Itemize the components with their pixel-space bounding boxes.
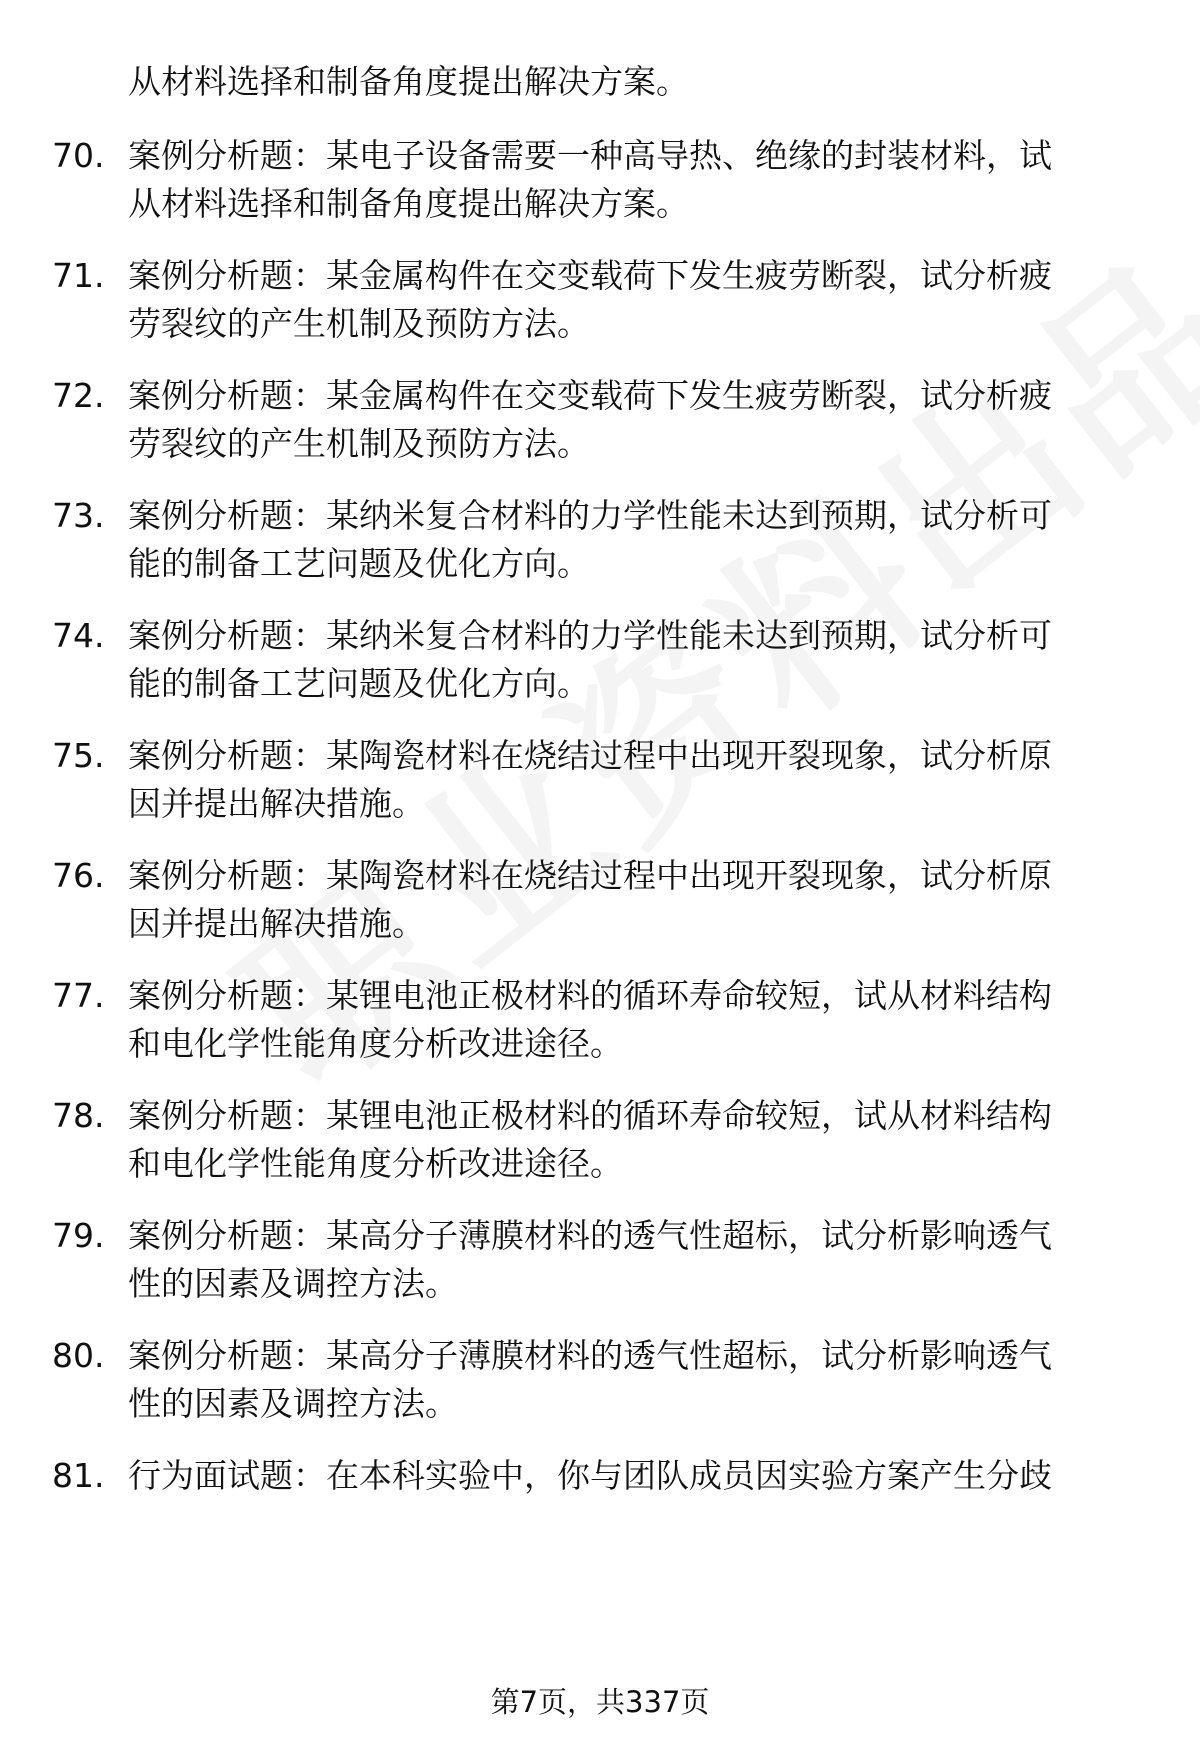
item-text-line-1: 案例分析题：某纳米复合材料的力学性能未达到预期，试分析可 [128,616,1052,655]
item-text-line-2: 和电化学性能角度分析改进途径。 [128,1024,623,1063]
item-number: 77. [52,976,105,1015]
item-number: 74. [52,616,105,655]
list-item [0,974,1200,1074]
item-text-line-1: 行为面试题：在本科实验中，你与团队成员因实验方案产生分歧 [128,1456,1052,1495]
item-number: 73. [52,496,105,535]
list-item [0,374,1200,474]
item-text-line-2: 能的制备工艺问题及优化方向。 [128,664,590,703]
list-item [0,734,1200,834]
item-text-line-1: 案例分析题：某高分子薄膜材料的透气性超标，试分析影响透气 [128,1216,1052,1255]
item-text-line-2: 从材料选择和制备角度提出解决方案。 [128,184,689,223]
item-text-line-2: 劳裂纹的产生机制及预防方法。 [128,304,590,343]
item-text-line-2: 和电化学性能角度分析改进途径。 [128,1144,623,1183]
item-text-line-1: 案例分析题：某锂电池正极材料的循环寿命较短，试从材料结构 [128,976,1052,1015]
list-item [0,494,1200,594]
item-number: 70. [52,136,105,175]
item-text-line-1: 案例分析题：某纳米复合材料的力学性能未达到预期，试分析可 [128,496,1052,535]
item-text-line-1: 案例分析题：某陶瓷材料在烧结过程中出现开裂现象，试分析原 [128,856,1052,895]
item-text-line-2: 因并提出解决措施。 [128,904,425,943]
item-number: 75. [52,736,105,775]
list-item [0,1094,1200,1194]
item-text-line-1: 案例分析题：某锂电池正极材料的循环寿命较短，试从材料结构 [128,1096,1052,1135]
item-text-line-1: 案例分析题：某高分子薄膜材料的透气性超标，试分析影响透气 [128,1336,1052,1375]
item-text-line-2: 因并提出解决措施。 [128,784,425,823]
item-number: 76. [52,856,105,895]
item-number: 78. [52,1096,105,1135]
item-number: 72. [52,376,105,415]
item-text-line-1: 案例分析题：某金属构件在交变载荷下发生疲劳断裂，试分析疲 [128,376,1052,415]
item-number: 79. [52,1216,105,1255]
item-number: 81. [52,1456,105,1495]
page-footer: 第7页，共337页 [490,1685,710,1719]
list-item [0,254,1200,354]
item-text-line-2: 能的制备工艺问题及优化方向。 [128,544,590,583]
item-number: 71. [52,256,105,295]
list-item [0,1454,1200,1554]
list-item [0,614,1200,714]
list-item [0,1334,1200,1434]
item-text-line-2: 劳裂纹的产生机制及预防方法。 [128,424,590,463]
list-item [0,854,1200,954]
item-number: 80. [52,1336,105,1375]
list-item [0,1214,1200,1314]
list-item [0,134,1200,234]
item-text-line-1: 案例分析题：某金属构件在交变载荷下发生疲劳断裂，试分析疲 [128,256,1052,295]
item-text-line-1: 案例分析题：某陶瓷材料在烧结过程中出现开裂现象，试分析原 [128,736,1052,775]
item-text-line-2: 性的因素及调控方法。 [128,1264,458,1303]
item-text-line-1: 案例分析题：某电子设备需要一种高导热、绝缘的封装材料，试 [128,136,1052,175]
item-text-line-2: 性的因素及调控方法。 [128,1384,458,1423]
continuation-line: 从材料选择和制备角度提出解决方案。 [128,62,689,101]
